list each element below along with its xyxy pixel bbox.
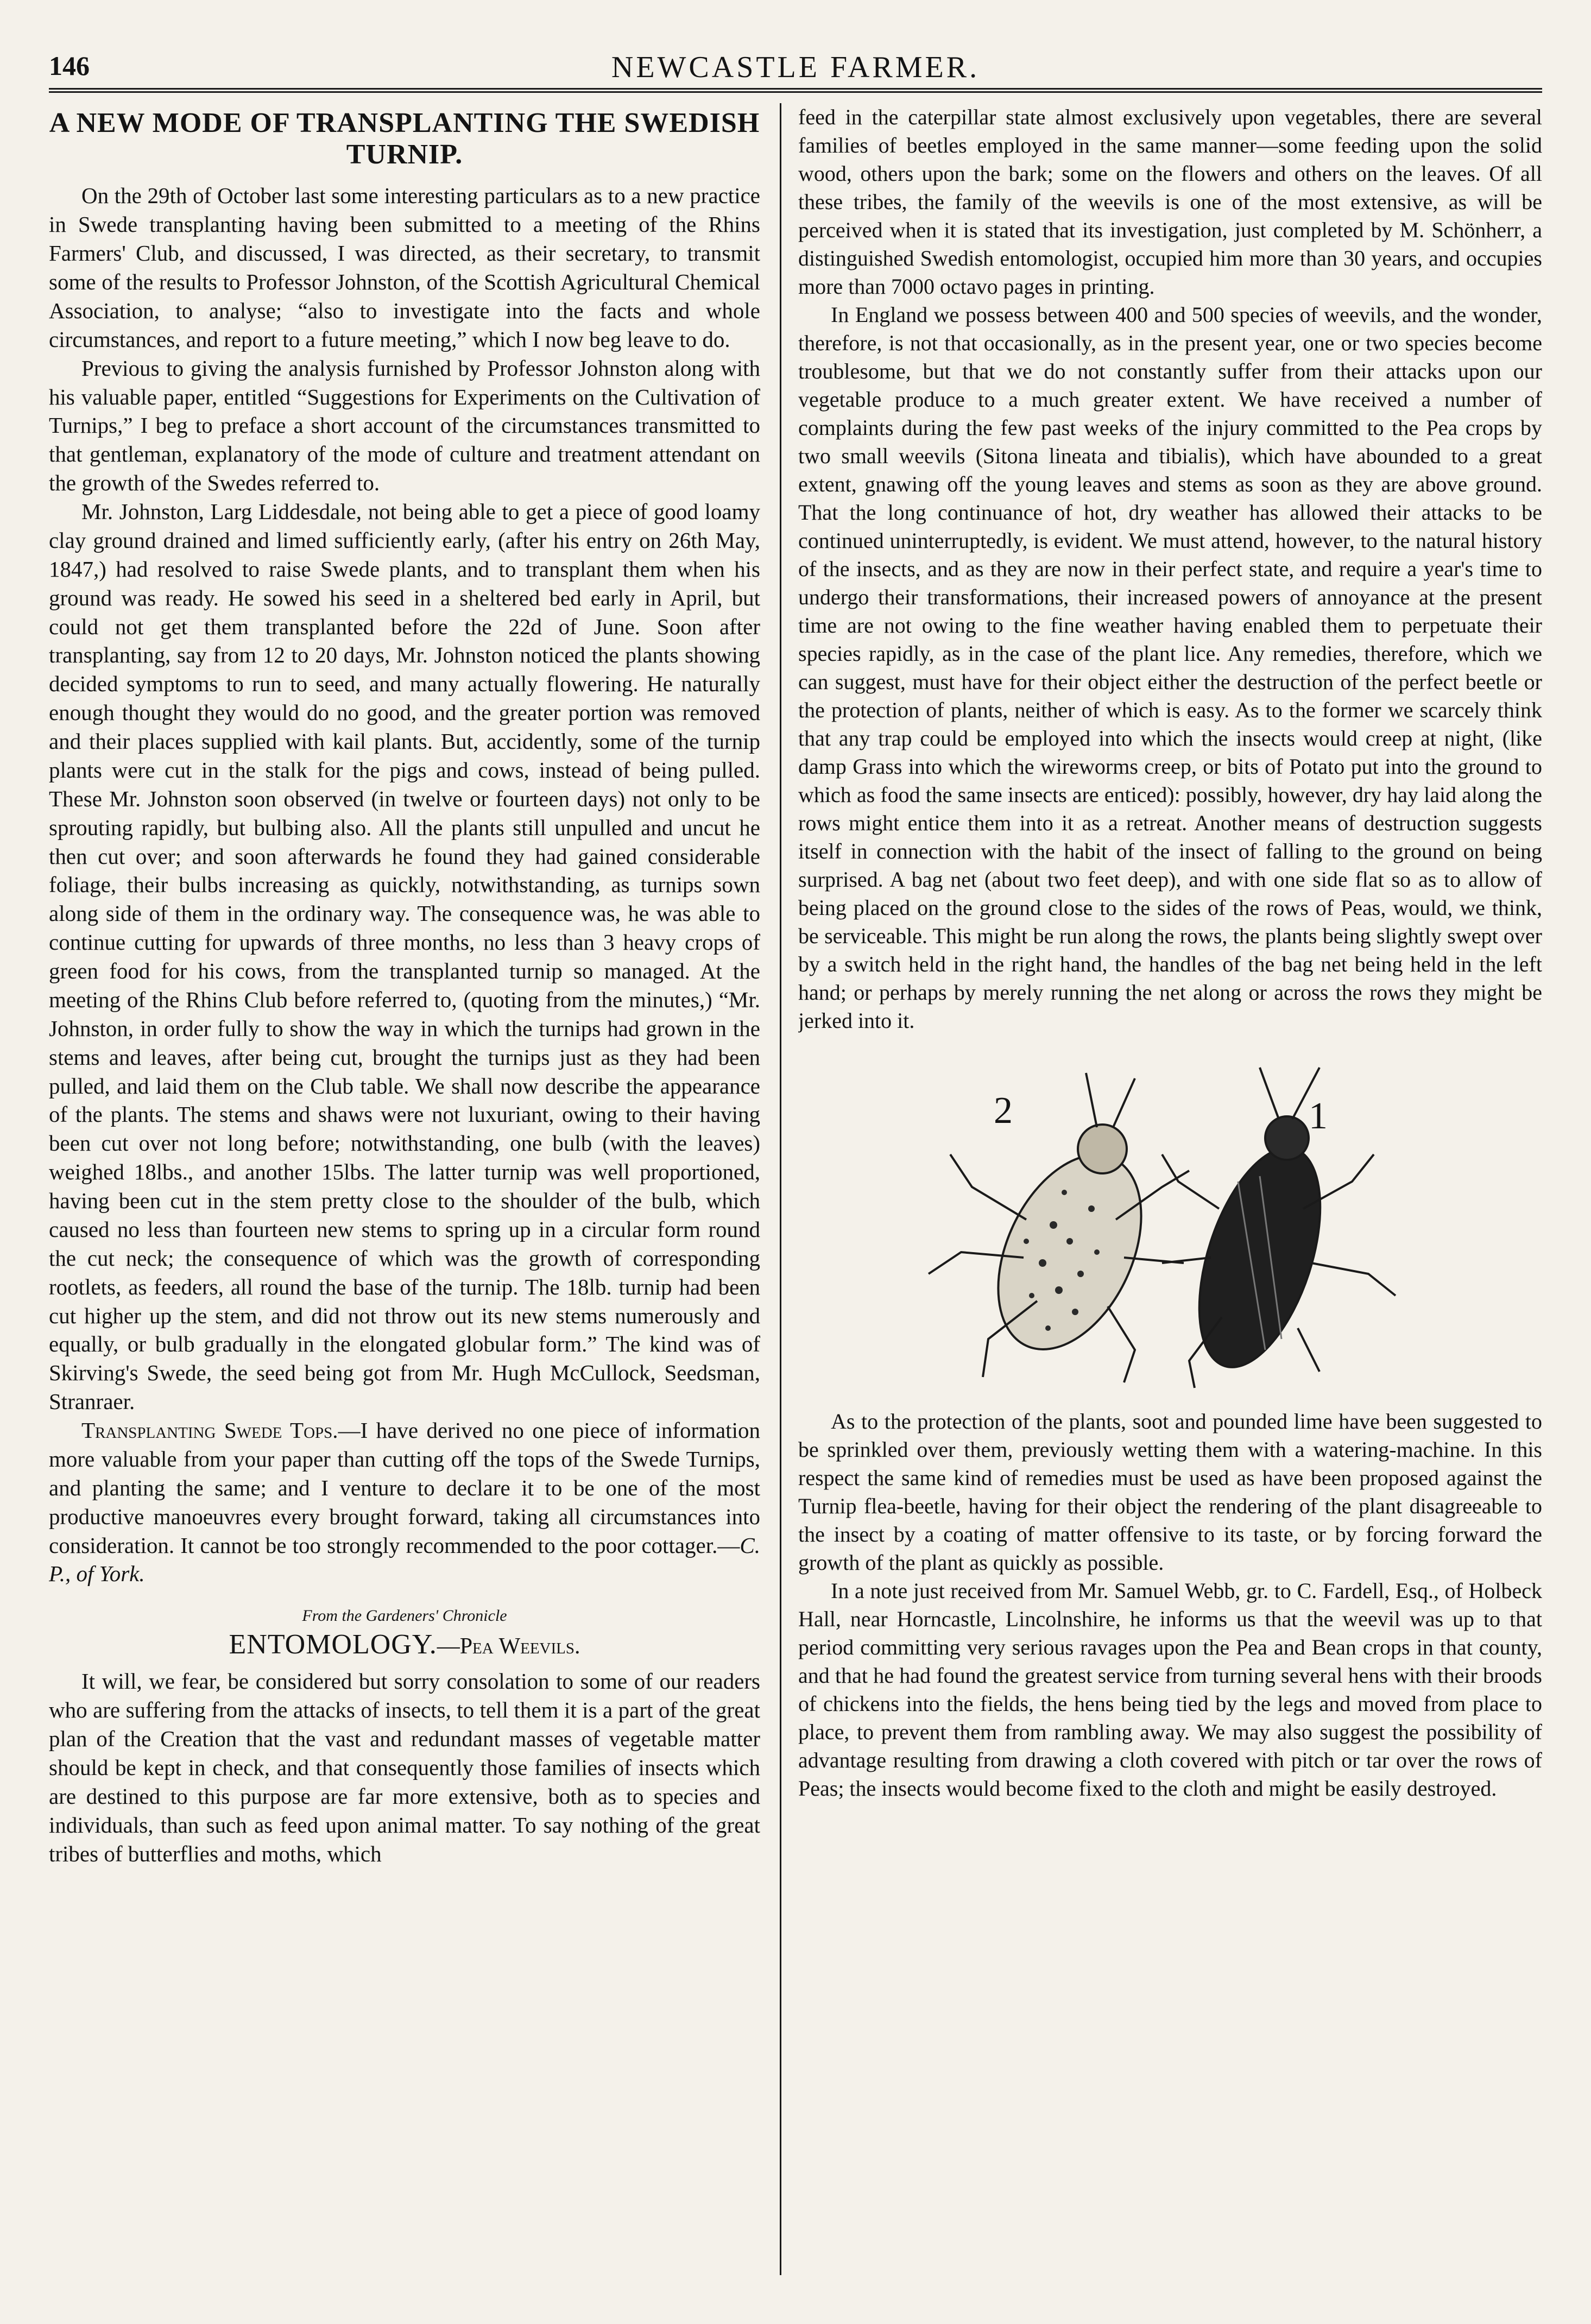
section-heading-entomology xyxy=(49,1628,760,1660)
transplanting-paragraph xyxy=(49,1416,760,1588)
article-paragraph: In a note just received from Mr. Samuel Webb, gr. to C. Fardell, Esq., of Holbeck Hall, near Horncastle, Lincolnshire, he informs us that the weevil was up to that period committing very serious ravages upon the Pea and Bean crops in that county, and that he had found the greatest service from turning several hens with their broods of chickens into the fields, the hens being tied by the legs and moved from place to place, to prevent them from rambling away. We may also suggest the possibility of advantage resulting from drawing a cloth covered with pitch or tar over the rows of Peas; the insects would become fixed to the cloth and might be easily destroyed. xyxy=(798,1578,1542,1801)
article-paragraph: Previous to giving the analysis furnished by Professor Johnston along with his valuable paper, entitled “Suggestions for Experiments on the Cultivation of Turnips,” I beg to preface a short account of the circumstances transmitted to that gentleman, explanatory of the mode of culture and treatment attendant on the growth of the Swedes referred to. xyxy=(49,355,760,496)
weevils-drawing xyxy=(907,1046,1423,1393)
right-column xyxy=(798,103,1542,2297)
article-title-turnip: A NEW MODE OF TRANSPLANTING THE SWEDISH TURNIP. xyxy=(49,108,760,170)
page-number: 146 xyxy=(49,50,90,81)
article-paragraph: feed in the caterpillar state almost exclusively upon vegetables, there are several families of beetles employed in the same manner—some feeding upon the solid wood, others upon the bark; some on the flowers and others on the leaves. Of all these tribes, the family of the weevils is one of the most extensive, as will be perceived when it is stated that its investigation, just completed by M. Schönherr, a distinguished Swedish entomologist, occupied him more than 30 years, and occupies more than 7000 octavo pages in printing. xyxy=(798,105,1542,299)
heading-text: ENTOMOLOGY. xyxy=(229,1629,437,1660)
header-rule xyxy=(49,88,1542,93)
weevil-1-icon xyxy=(1162,1068,1396,1388)
article-paragraph: As to the protection of the plants, soot and pounded lime have been suggested to be sprinkled over them, previously wetting them with a watering-machine. In this respect the same kind of remedies must be used as have been proposed against the Turnip flea-beetle, having for their object the rendering of the plant disagreeable to the insect by a coating of matter offensive to its taste, or by forcing forward the growth of the plant as quickly as possible. xyxy=(798,1409,1542,1575)
article-paragraph: It will, we fear, be considered but sorry consolation to some of our readers who are suffering from the attacks of insects, to tell them it is a part of the great plan of the Creation that the vast and redundant masses of vegetable matter should be kept in check, and that consequently those families of insects which are destined to this purpose are far more extensive, both as to species and individuals, than such as feed upon animal matter. To say nothing of the great tribes of butterflies and moths, which xyxy=(49,1669,760,1866)
running-title: NEWCASTLE FARMER. xyxy=(611,50,980,84)
weevil-2-icon xyxy=(929,1073,1189,1382)
page-header xyxy=(49,38,1542,90)
left-column xyxy=(49,103,760,2297)
figure-label-2: 2 xyxy=(994,1090,1013,1132)
article-paragraph: Mr. Johnston, Larg Liddesdale, not being able to get a piece of good loamy clay ground drained and limed sufficiently early, (after his entry on 26th May, 1847,) had resolved to raise Swede plants, and to transplant them when his ground was ready. He sowed his seed in a sheltered bed early in April, but could not get them transplanted before the 22d of June. Soon after transplanting, say from 12 to 20 days, Mr. Johnston noticed the plants showing decided symptoms to run to seed, and many actually flowering. He naturally enough thought they would do no good, and the greater portion was removed and their places supplied with kail plants. But, accidently, some of the turnip plants were cut in the stalk for the pigs and cows, instead of being pulled. These Mr. Johnston soon observed (in twelve or fourteen days) not only to be sprouting rapidly, but bulbing also. All the plants still unpulled and uncut he then cut over; and soon afterwards he found they had gained considerable foliage, their bulbs increasing as quickly, notwithstanding, as turnips sown along side of them in the ordinary way. The consequence was, he was able to continue cutting for upwards of three months, no less than 3 heavy crops of green food for his cows, from the transplanted turnip so managed. At the meeting of the Rhins Club before referred to, (quoting from the minutes,) “Mr. Johnston, in order fully to show the way in which the turnips had grown in the stems and leaves, after being cut, brought the turnips just as they had been pulled, and laid them on the Club table. We shall now describe the appearance of the plants. The stems and shaws were not luxuriant, owing to their having been cut over not long before; notwithstanding, one bulb (with the leaves) weighed 18lbs., and another 15lbs. The latter turnip was well proportioned, having been cut in the stem pretty close to the shoulder of the bulb, which caused no less than fourteen new stems to spring up in a circular form round the cut neck; the consequence of which was the growth of corresponding rootlets, as feeders, all round the base of the turnip. The 18lb. turnip had been cut higher up the stem, and did not throw out its new stems numerously and equally, or bulb gradually in the elongated globular form.” The kind was of Skirving's Swede, the seed being got from Mr. Hugh McCullock, Seedsman, Stranraer. xyxy=(49,499,760,1414)
columns xyxy=(49,103,1542,2297)
article-paragraph: In England we possess between 400 and 500 species of weevils, and the wonder, therefore, is not that occasionally, as in the present year, one or two species become troublesome, but that we do not constantly suffer from their attacks upon our vegetable produce to a much greater extent. We have received a number of complaints during the few past weeks of the injury committed to the Pea crops by two small weevils (Sitona lineata and tibialis), which have abounded to a great extent, gnawing off the young leaves and stems as soon as they are above ground. That the long continuance of hot, dry weather has allowed their attacks to be continued uninterruptedly, is evident. We must attend, however, to the natural history of the insects, and as they are now in their perfect state, and require a year's time to undergo their transformations, their increased powers of annoyance at the present time are not owing to the fine weather having enabled them to perpetuate their species rapidly, as in the case of the plant lice. Any remedies, therefore, which we can suggest, must have for their object either the destruction of the perfect beetle or the protection of plants, neither of which is easy. As to the former we scarcely think that any trap could be employed into which the insects would creep at night, (like damp Grass into which the wireworms creep, or bits of Potato put into the ground to which as food the same insects are enticed): possibly, however, dry hay laid along the rows might entice them into it as a retreat. Another means of destruction suggests itself in connection with the habit of the insect of falling to the ground on being surprised. A bag net (about two feet deep), and with one side flat so as to allow of being placed on the ground close to the sides of the rows of Peas, would, we think, be serviceable. This might be run along the rows, the plants being slightly swept over by a switch held in the right hand, the handles of the bag net being held in the left hand; or perhaps by merely running the net along or across the rows they might be jerked into it. xyxy=(798,302,1542,1033)
transplanting-lead: Transplanting Swede Tops. xyxy=(81,1418,338,1443)
figure-label-1: 1 xyxy=(1309,1095,1328,1137)
column-rule xyxy=(780,103,781,2275)
subheading-text: —Pea Weevils. xyxy=(437,1634,580,1659)
weevil-illustration xyxy=(798,1046,1542,1399)
newspaper-page xyxy=(49,38,1542,2297)
source-attribution: From the Gardeners' Chronicle xyxy=(302,1607,507,1625)
article-paragraph: On the 29th of October last some interesting particulars as to a new practice in Swede transplanting having been submitted to a meeting of the Rhins Farmers' Club, and discussed, I was directed, as their secretary, to transmit some of the results to Professor Johnston, of the Scottish Agricultural Chemical Association, to analyse; “also to investigate into the facts and whole circumstances, and report to a future meeting,” which I now beg leave to do. xyxy=(49,183,760,352)
transplanting-text: —I have derived no one piece of information more valuable from your paper than cutting off the tops of the Swede Turnips, and planting the same; and I venture to declare it to be one of the most productive manoeuvres every brought forward, taking all circumstances into consideration. It cannot be too strongly recommended to the poor cottager.— xyxy=(49,1418,760,1558)
signature: C. P., of York. xyxy=(49,1532,760,1587)
